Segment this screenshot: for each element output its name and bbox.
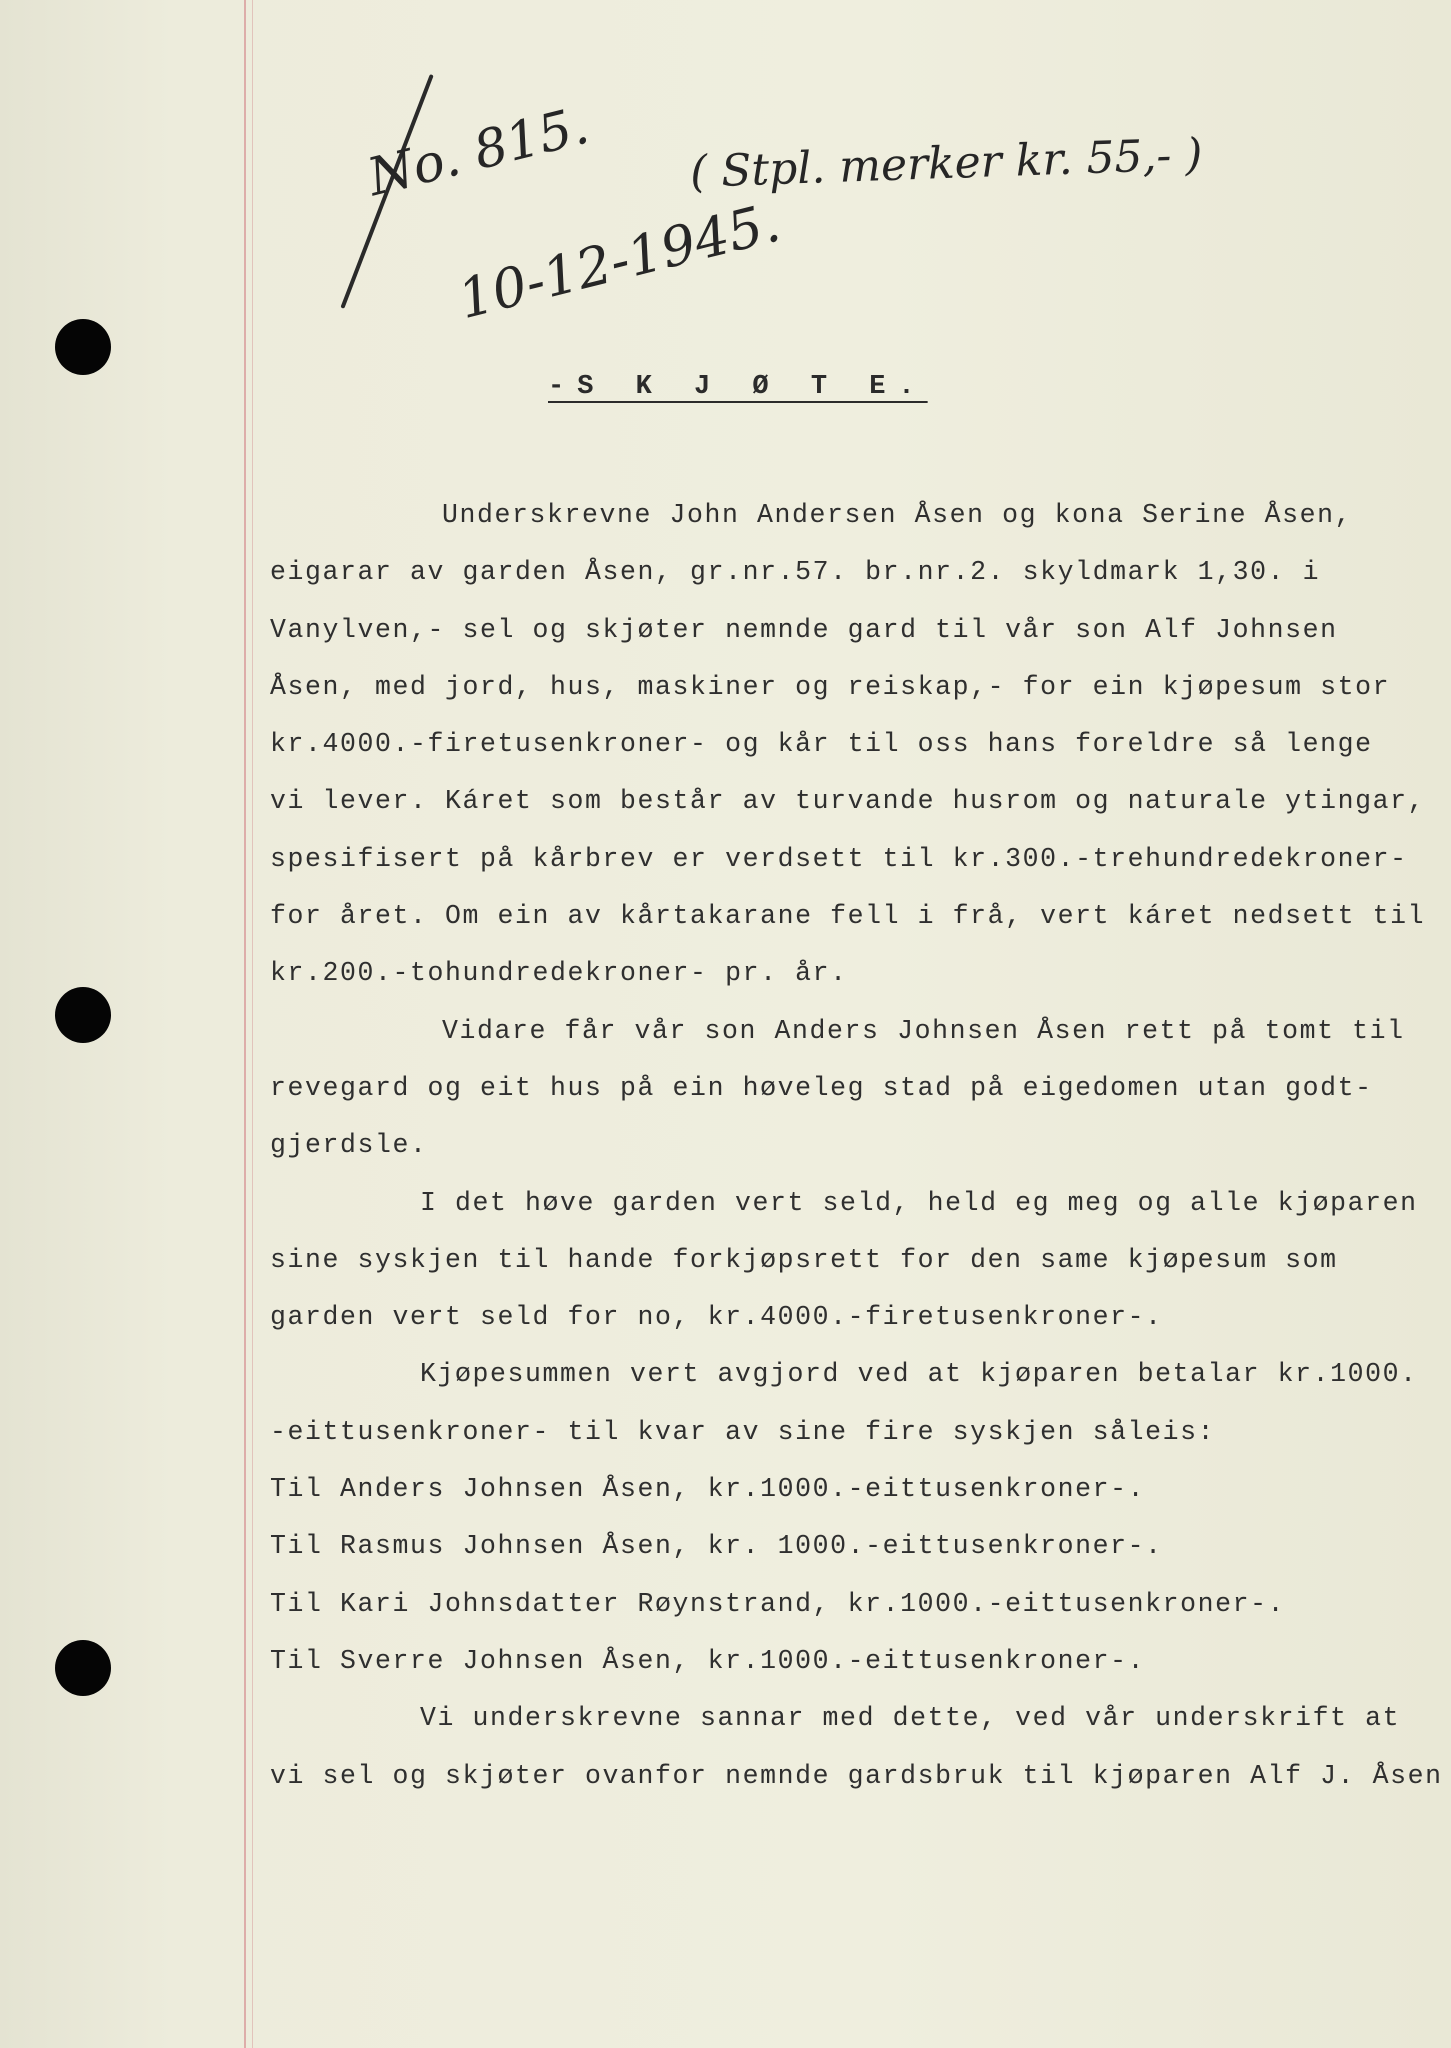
- handwritten-record-number: No. 815.: [362, 95, 595, 209]
- body-line: Til Rasmus Johnsen Åsen, kr. 1000.-eittusenkroner-.: [270, 1531, 1163, 1562]
- body-line: vi lever. Káret som består av turvande husrom og naturale ytingar,: [270, 786, 1426, 817]
- handwritten-date: 10-12-1945.: [452, 190, 786, 332]
- punch-hole-icon: [55, 987, 111, 1043]
- body-line: Kjøpesummen vert avgjord ved at kjøparen betalar kr.1000.: [420, 1359, 1418, 1390]
- body-line: revegard og eit hus på ein høveleg stad på eigedomen utan godt-: [270, 1072, 1373, 1103]
- document-body: [270, 487, 1443, 1805]
- handwritten-stamp-fee-note: ( Stpl. merker kr. 55,- ): [689, 129, 1204, 198]
- body-line: Til Sverre Johnsen Åsen, kr.1000.-eittusenkroner-.: [270, 1645, 1146, 1676]
- body-line: Åsen, med jord, hus, maskiner og reiskap,- for ein kjøpesum stor: [270, 671, 1391, 702]
- body-line: spesifisert på kårbrev er verdsett til kr.300.-trehundredekroner-: [270, 843, 1408, 874]
- body-line: sine syskjen til hande forkjøpsrett for den same kjøpesum som: [270, 1244, 1338, 1275]
- body-line: for året. Om ein av kårtakarane fell i frå, vert káret nedsett til: [270, 901, 1426, 932]
- body-line: eigarar av garden Åsen, gr.nr.57. br.nr.2. skyldmark 1,30. i: [270, 557, 1321, 588]
- body-line: Vi underskrevne sannar med dette, ved vår underskrift at: [420, 1703, 1401, 1734]
- red-margin-line-secondary: [252, 0, 253, 2048]
- body-line: vi sel og skjøter ovanfor nemnde gardsbruk til kjøparen Alf J. Åsen: [270, 1760, 1443, 1791]
- punch-hole-icon: [55, 1640, 111, 1696]
- body-line: gjerdsle.: [270, 1130, 428, 1161]
- document-title: -S K J Ø T E.: [548, 372, 928, 402]
- body-line: -eittusenkroner- til kvar av sine fire syskjen såleis:: [270, 1416, 1216, 1447]
- body-line: I det høve garden vert seld, held eg meg og alle kjøparen: [420, 1187, 1418, 1218]
- body-line: kr.200.-tohundredekroner- pr. år.: [270, 958, 848, 989]
- body-line: Vidare får vår son Anders Johnsen Åsen rett på tomt til: [442, 1015, 1405, 1046]
- body-line: Vanylven,- sel og skjøter nemnde gard til vår son Alf Johnsen: [270, 614, 1338, 645]
- body-line: kr.4000.-firetusenkroner- og kår til oss hans foreldre så lenge: [270, 729, 1373, 760]
- body-line: Underskrevne John Andersen Åsen og kona Serine Åsen,: [442, 500, 1353, 530]
- red-margin-line: [244, 0, 246, 2048]
- body-line: Til Kari Johnsdatter Røynstrand, kr.1000.-eittusenkroner-.: [270, 1588, 1286, 1619]
- body-line: Til Anders Johnsen Åsen, kr.1000.-eittusenkroner-.: [270, 1474, 1146, 1505]
- punch-hole-icon: [55, 319, 111, 375]
- body-line: garden vert seld for no, kr.4000.-firetusenkroner-.: [270, 1302, 1163, 1333]
